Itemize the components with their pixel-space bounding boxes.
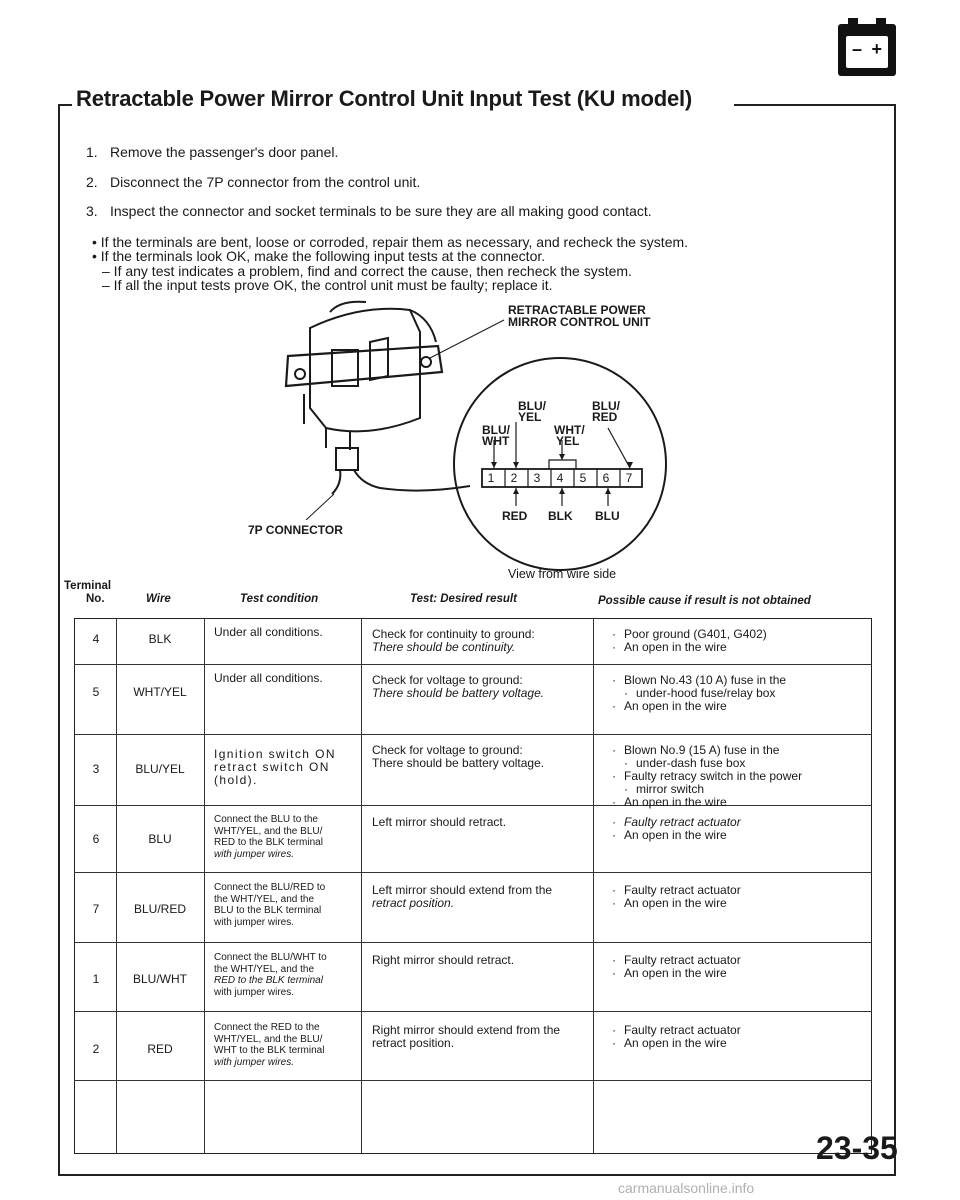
row-cause: · Faulty retract actuator · An open in the wire <box>612 1024 741 1050</box>
row-condition: Under all conditions. <box>214 625 323 639</box>
wire-label-blu-yel: BLU/ <box>518 399 546 413</box>
row-condition: Under all conditions. <box>214 671 323 685</box>
wire-label-blu-red: BLU/ <box>592 399 620 413</box>
pin-number: 1 <box>487 471 495 485</box>
step-item <box>86 144 338 160</box>
unit-label: MIRROR CONTROL UNIT <box>508 315 651 329</box>
row-cause: · Poor ground (G401, G402) · An open in the wire <box>612 628 767 654</box>
row-condition: Connect the BLU/RED to the WHT/YEL, and the BLU to the BLK terminal with jumper wires. <box>214 882 326 928</box>
row-result: Check for voltage to ground: There should be battery voltage. <box>372 743 545 770</box>
row-wire: BLU/RED <box>133 902 186 916</box>
row-result: Left mirror should extend from the retract position. <box>372 883 553 910</box>
table-divider <box>593 618 594 1154</box>
row-cause: · Faulty retract actuator · An open in the wire <box>612 954 741 980</box>
row-terminal: 7 <box>92 902 100 916</box>
frame-divider <box>58 1174 896 1176</box>
table-divider <box>204 618 205 1154</box>
wire-label-blu-yel: YEL <box>518 410 542 424</box>
table-divider <box>74 664 872 665</box>
row-condition: Connect the BLU/WHT to the WHT/YEL, and the RED to the BLK terminal with jumper wires. <box>214 952 327 998</box>
battery-minus-symbol: – <box>852 39 863 59</box>
header-terminal-no: No. <box>86 593 105 605</box>
row-terminal: 1 <box>92 972 100 986</box>
step-text: Inspect the connector and socket terminals to be sure they are all making good contact. <box>110 203 652 219</box>
table-divider <box>74 872 872 873</box>
row-cause: · Blown No.43 (10 A) fuse in the · under-hood fuse/relay box · An open in the wire <box>612 674 786 713</box>
row-terminal: 4 <box>92 632 100 646</box>
row-result: Check for voltage to ground: There should be battery voltage. <box>372 673 545 700</box>
row-result: Right mirror should retract. <box>372 953 515 967</box>
frame-divider <box>894 104 896 1176</box>
header-result: Test: Desired result <box>410 593 517 605</box>
header-cause: Possible cause if result is not obtained <box>598 595 811 607</box>
wire-label-wht-yel: WHT/ <box>554 423 585 437</box>
row-cause: · Faulty retract actuator · An open in the wire <box>612 816 741 842</box>
wire-label-blk: BLK <box>548 509 573 523</box>
step-number: 3. <box>86 203 98 219</box>
wire-label-blu: BLU <box>595 509 620 523</box>
row-wire: BLU/YEL <box>135 762 185 776</box>
wire-label-blu-wht: WHT <box>482 434 510 448</box>
step-item <box>86 174 420 190</box>
step-text: Remove the passenger's door panel. <box>110 144 339 160</box>
row-wire: WHT/YEL <box>133 685 187 699</box>
page-title: Retractable Power Mirror Control Unit Input Test (KU model) <box>76 86 693 111</box>
row-terminal: 2 <box>92 1042 100 1056</box>
note-line: – If all the input tests prove OK, the control unit must be faulty; replace it. <box>102 277 553 293</box>
header-wire: Wire <box>146 593 171 605</box>
row-terminal: 5 <box>92 685 100 699</box>
row-terminal: 6 <box>92 832 100 846</box>
wire-label-wht-yel: YEL <box>556 434 580 448</box>
pin-number: 6 <box>602 471 610 485</box>
battery-plus-symbol: + <box>871 39 882 59</box>
pin-number: 4 <box>556 471 564 485</box>
pin-number: 2 <box>510 471 518 485</box>
row-condition: Connect the RED to the WHT/YEL, and the BLU/ WHT to the BLK terminal with jumper wires. <box>214 1022 325 1068</box>
note-line: • If the terminals are bent, loose or corroded, repair them as necessary, and recheck the system. <box>92 234 689 250</box>
step-item <box>86 203 652 219</box>
wire-label-red: RED <box>502 509 528 523</box>
wire-label-blu-wht: BLU/ <box>482 423 510 437</box>
battery-icon <box>838 24 896 76</box>
wire-label-blu-red: RED <box>592 410 618 424</box>
row-wire: BLK <box>148 632 172 646</box>
frame-divider <box>734 104 896 106</box>
row-result: Left mirror should retract. <box>372 815 507 829</box>
table-divider <box>116 618 117 1154</box>
connector-label: 7P CONNECTOR <box>248 523 343 537</box>
connector-face-diagram <box>452 356 668 572</box>
row-result: Check for continuity to ground: There should be continuity. <box>372 627 535 654</box>
pin-number: 5 <box>579 471 587 485</box>
row-condition: Connect the BLU to the WHT/YEL, and the BLU/ RED to the BLK terminal with jumper wires. <box>214 814 323 860</box>
step-text: Disconnect the 7P connector from the control unit. <box>110 174 421 190</box>
table-divider <box>74 1011 872 1012</box>
note-line: • If the terminals look OK, make the following input tests at the connector. <box>92 248 546 264</box>
row-terminal: 3 <box>92 762 100 776</box>
row-wire: BLU <box>148 832 172 846</box>
frame-divider <box>58 104 60 1176</box>
row-cause: · Blown No.9 (15 A) fuse in the · under-dash fuse box · Faulty retracy switch in the power · mirror switch · An open in the wire <box>612 744 802 809</box>
table-divider <box>74 734 872 735</box>
pin-number: 7 <box>625 471 633 485</box>
view-caption: View from wire side <box>508 567 617 581</box>
row-cause: · Faulty retract actuator · An open in the wire <box>612 884 741 910</box>
row-condition: Ignition switch ON retract switch ON (hold). <box>214 747 336 787</box>
step-number: 2. <box>86 174 98 190</box>
table-divider <box>74 1080 872 1081</box>
header-terminal: Terminal <box>64 580 112 592</box>
header-condition: Test condition <box>240 593 319 605</box>
table-divider <box>361 618 362 1154</box>
pin-number: 3 <box>533 471 541 485</box>
note-line: – If any test indicates a problem, find and correct the cause, then recheck the system. <box>102 263 632 279</box>
row-wire: BLU/WHT <box>133 972 187 986</box>
unit-label: RETRACTABLE POWER <box>508 303 646 317</box>
row-wire: RED <box>147 1042 173 1056</box>
table-divider <box>74 942 872 943</box>
row-result: Right mirror should extend from the retract position. <box>372 1023 561 1050</box>
step-number: 1. <box>86 144 98 160</box>
watermark: carmanualsonline.info <box>618 1180 755 1196</box>
frame-divider <box>58 104 72 106</box>
page-number: 23-35 <box>816 1130 898 1166</box>
